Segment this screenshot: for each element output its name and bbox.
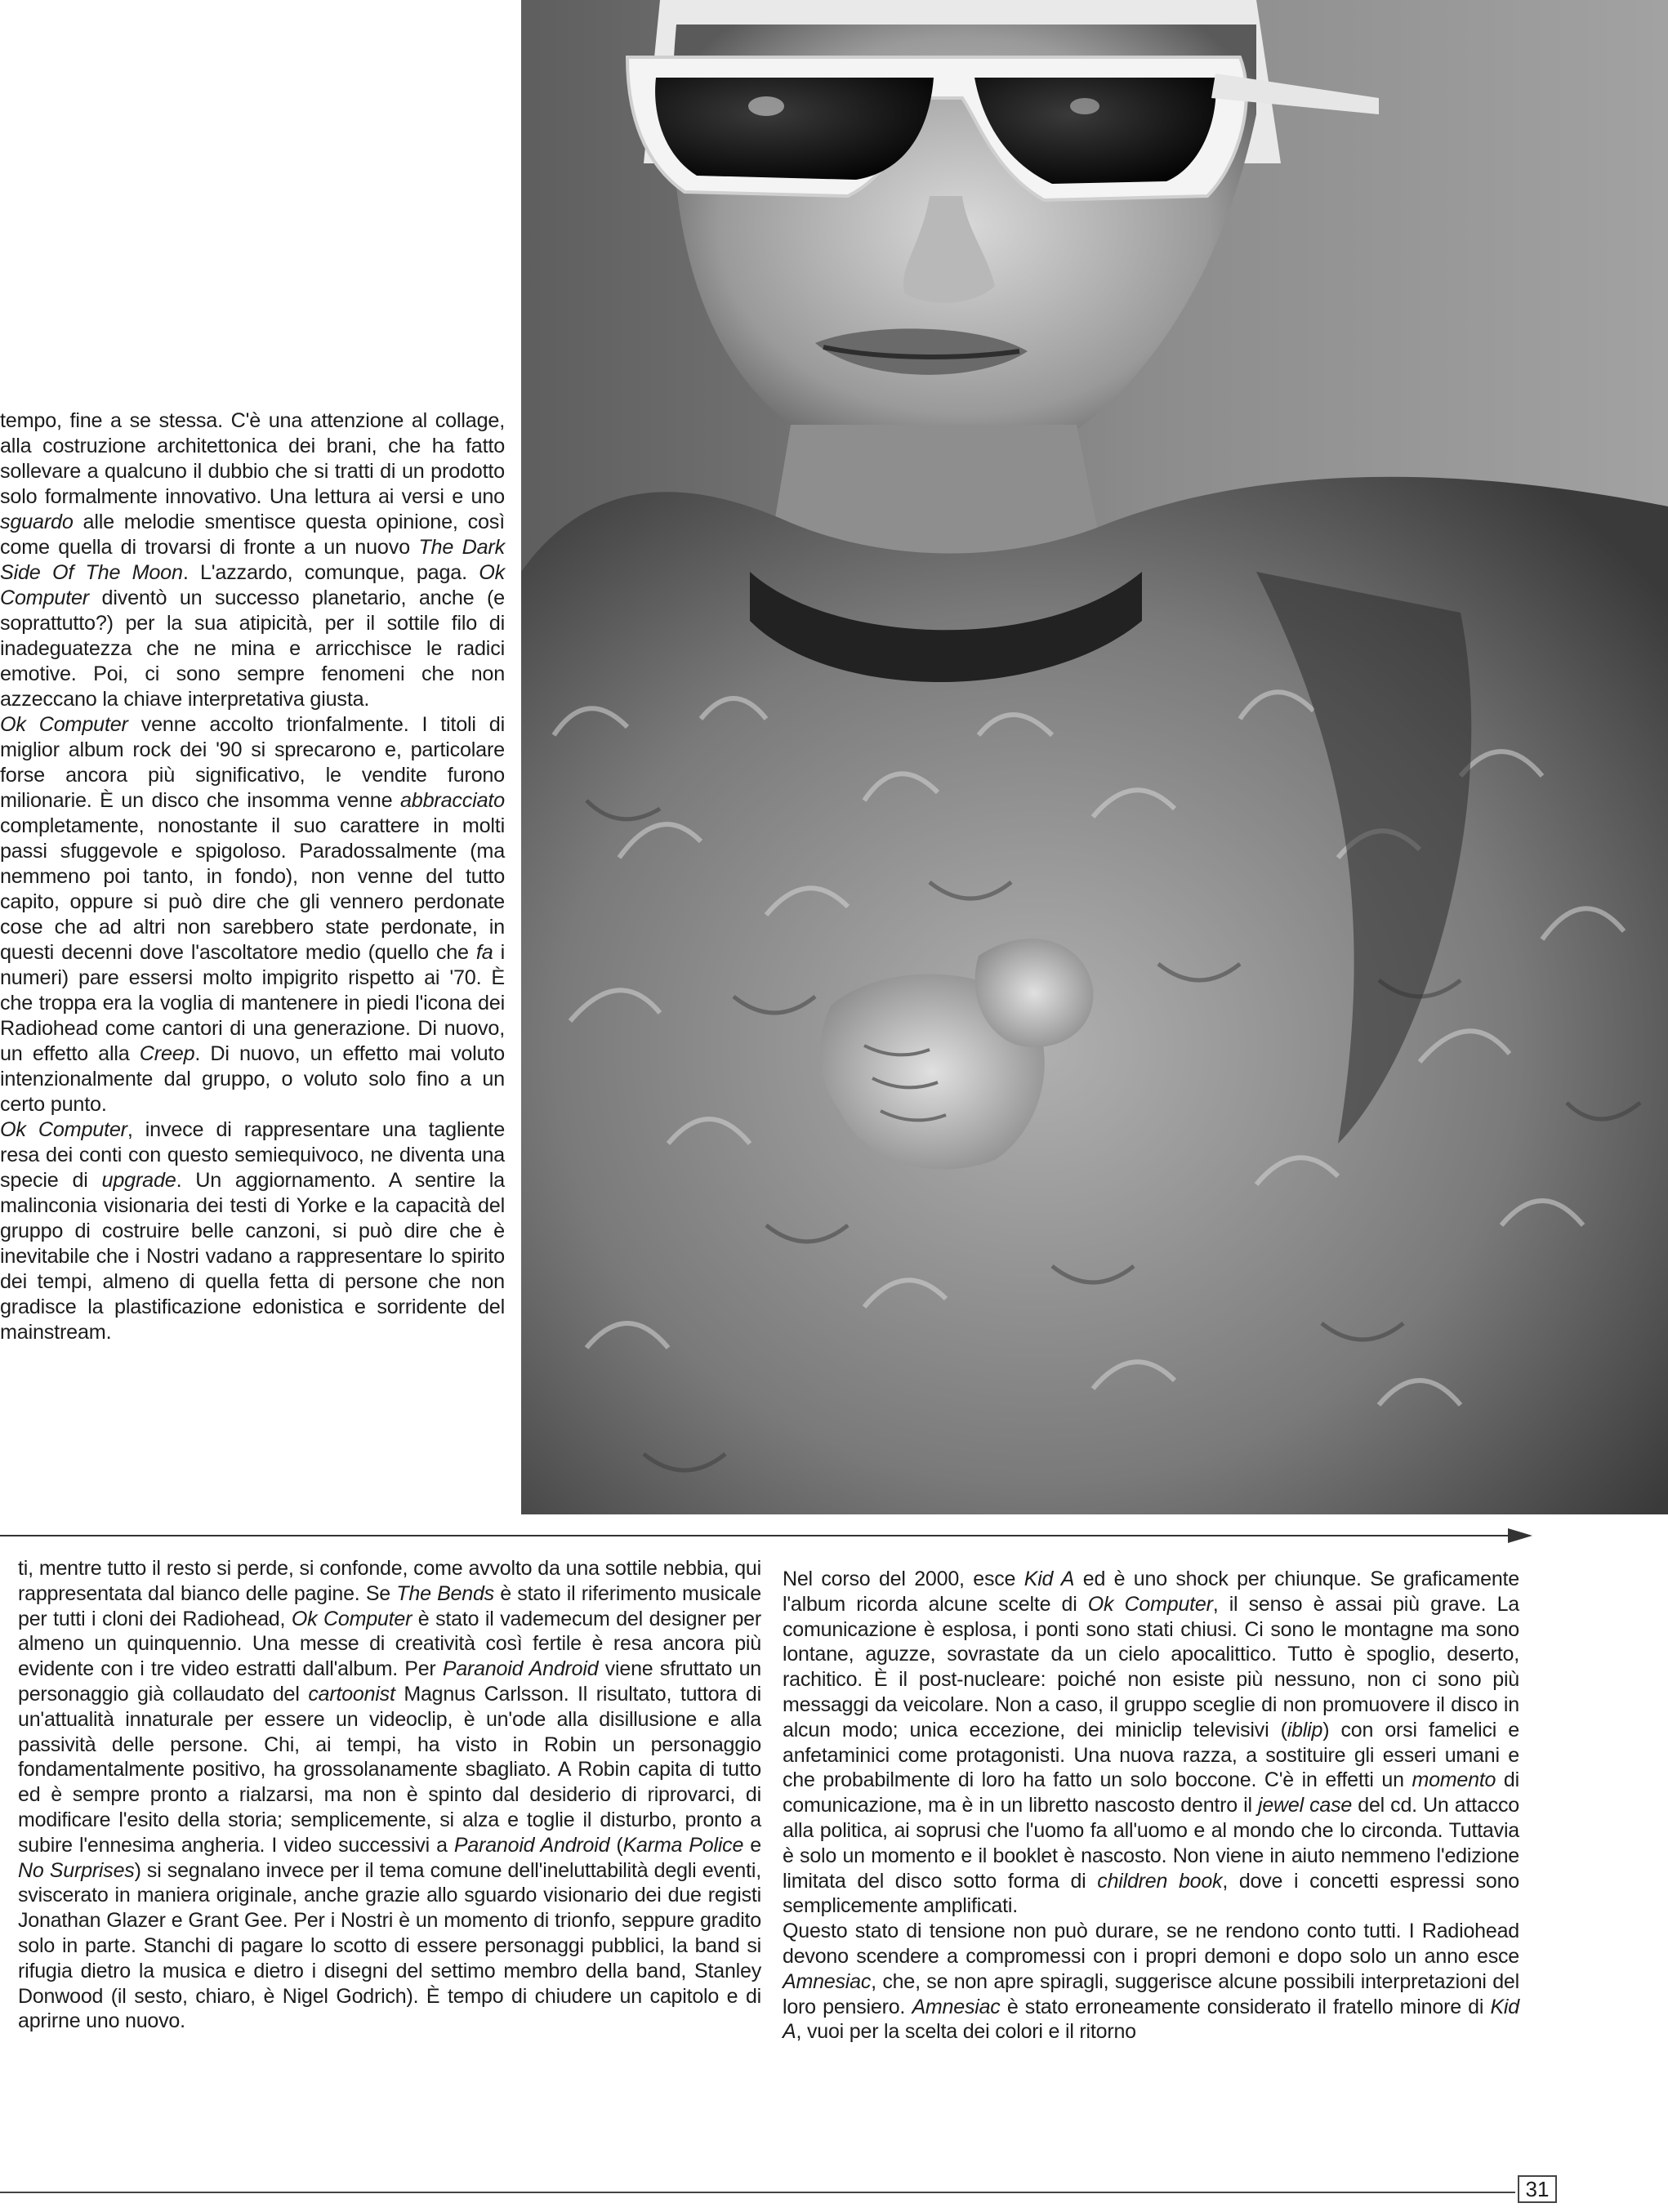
- paragraph: Nel corso del 2000, esce Kid A ed è uno shock per chiunque. Se graficamente l'album ricorda alcune scelte di Ok Computer, il senso è assai più grave. La comunicazione è esplosa, i ponti sono stati chiusi. Ci sono le montagne ma sono lontane, aguzze, sovrastate da un cielo apocalittico. Tutto è spoglio, deserto, rachitico. È il post-nucleare: poiché non esiste più nessuno, non ci sono più messaggi da veicolare. Non a caso, il gruppo sceglie di non promuovere il disco in alcun modo; unica eccezione, dei miniclip televisivi (iblip) con orsi famelici e anfetaminici come protagonisti. Una nuova razza, a sostituire gli esseri umani e che probabilmente di loro ha fatto un solo boccone. C'è in effetti un momento di comunicazione, ma è in un libretto nascosto dentro il jewel case del cd. Un attacco alla politica, ai soprusi che l'uomo fa all'uomo e al mondo che lo circonda. Tuttavia è solo un momento e il booklet è nascosto. Non viene in aiuto nemmeno l'edizione limitata del disco sotto forma di children book, dove i concetti espressi sono semplicemente amplificati.: [783, 1568, 1520, 1918]
- portrait-illustration: [521, 0, 1668, 1514]
- footer-rule: [0, 2192, 1515, 2193]
- article-column-bottom-left: [18, 1556, 761, 2034]
- page-number: 31: [1518, 2175, 1557, 2203]
- paragraph: Ok Computer, invece di rappresentare una tagliente resa dei conti con questo semiequivoco, ne diventa una specie di upgrade. Un aggiornamento. A sentire la malinconia visionaria dei testi di Yorke e la capacità del gruppo di costruire belle canzoni, si può dire che è inevitabile che i Nostri vadano a rappresentare lo spirito dei tempi, almeno di quella fetta di persone che non gradisce la plastificazione edonistica e sorridente del mainstream.: [0, 1118, 506, 1344]
- paragraph: Ok Computer venne accolto trionfalmente. I titoli di miglior album rock dei '90 si sprecarono e, particolare forse ancora più significativo, le vendite furono milionarie. È un disco che insomma venne abbracciato completamente, nonostante il suo carattere in molti passi sfuggevole e spigoloso. Paradossalmente (ma nemmeno poi tanto, in fondo), non venne del tutto capito, oppure si può dire che gli vennero perdonate cose che ad altri non sarebbero state perdonate, in questi decenni dove l'ascoltatore medio (quello che fa i numeri) pare essersi molto impigrito rispetto ai '70. È che troppa era la voglia di mantenere in piedi l'icona dei Radiohead come cantori di una generazione. Di nuovo, un effetto alla Creep. Di nuovo, un effetto mai voluto intenzionalmente dal gruppo, o voluto solo fino a un certo punto.: [0, 713, 505, 1116]
- paragraph: ti, mentre tutto il resto si perde, si confonde, come avvolto da una sottile nebbia, qui rappresentata dal bianco delle pagine. Se The Bends è stato il riferimento musicale per tutti i cloni dei Radiohead, Ok Computer è stato il vademecum del designer per almeno un quinquennio. Una messe di creatività così fertile è resa ancora più evidente con i tre video estratti dall'album. Per Paranoid Android viene sfruttato un personaggio già collaudato del cartoonist Magnus Carlsson. Il risultato, tuttora di un'attualità innaturale per essere un videoclip, è un'ode alla disillusione e alla passività delle persone. Chi, ai tempi, ha visto in Robin un personaggio fondamentalmente positivo, ha grossolanamente sbagliato. A Robin capita di tutto ed è sempre pronto a rialzarsi, ma non è spinto dal desiderio di riprovarci, di modificare l'esito della storia; semplicemente, si alza e toglie il disturbo, pronto a subire l'ennesima angheria. I video successivi a Paranoid Android (Karma Police e No Surprises) si segnalano invece per il tema comune dell'ineluttabilità degli eventi, sviscerato in maniera originale, anche grazie allo sguardo visionario dei due registi Jonathan Glazer e Grant Gee. Per i Nostri è un momento di trionfo, seppure gradito solo in parte. Stanchi di pagare lo scotto di essere personaggi pubblici, la band si rifugia dietro la musica e dietro i disegni del settimo membro della band, Stanley Donwood (il sesto, chiaro, è Nigel Godrich). È tempo di chiudere un capitolo e di aprirne uno nuovo.: [18, 1557, 762, 2033]
- portrait-photo: [521, 0, 1668, 1514]
- paragraph: tempo, fine a se stessa. C'è una attenzione al collage, alla costruzione architettonica dei brani, che ha fatto sollevare a qualcuno il dubbio che si tratti di un prodotto solo formalmente innovativo. Una lettura ai versi e uno sguardo alle melodie smentisce questa opinione, così come quella di trovarsi di fronte a un nuovo The Dark Side Of The Moon. L'azzardo, comunque, paga. Ok Computer diventò un successo planetario, anche (e soprattutto?) per la sua atipicità, per il sottile filo di inadeguatezza che ne mina e arricchisce le radici emotive. Poi, ci sono sempre fenomeni che non azzeccano la chiave interpretativa giusta.: [0, 409, 506, 711]
- article-column-bottom-right: [783, 1567, 1519, 2045]
- article-column-top-left: [0, 408, 505, 1345]
- arrow-divider: [0, 1526, 1536, 1545]
- paragraph: Questo stato di tensione non può durare, se ne rendono conto tutti. I Radiohead devono scendere a compromessi con i propri demoni e dopo solo un anno esce Amnesiac, che, se non apre spiragli, suggerisce alcune possibili interpretazioni del loro pensiero. Amnesiac è stato erroneamente considerato il fratello minore di Kid A, vuoi per la scelta dei colori e il ritorno: [783, 1920, 1519, 2044]
